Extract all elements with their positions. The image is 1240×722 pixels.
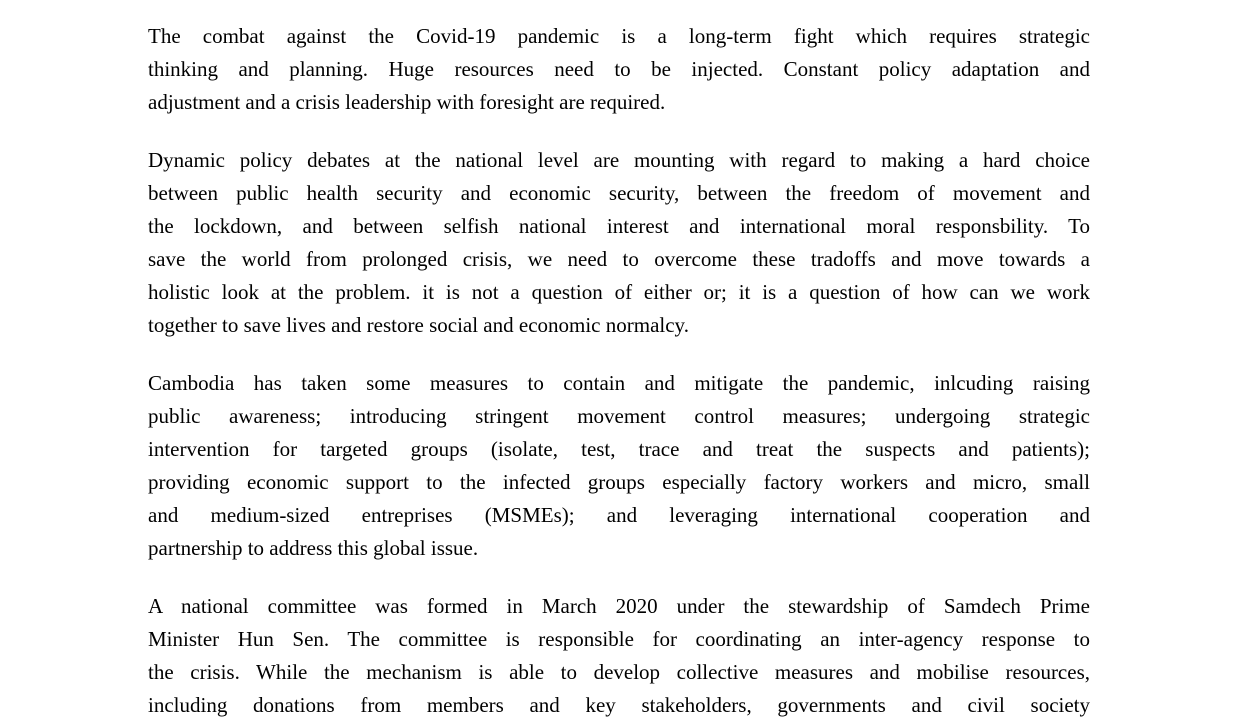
paragraph-covid-combat <box>148 20 1090 119</box>
text-line: thinking and planning. Huge resources need to be injected. Constant policy adaptation and <box>148 57 1090 81</box>
paragraph-national-committee <box>148 590 1090 722</box>
paragraph-policy-debates <box>148 144 1090 342</box>
text-line: the crisis. While the mechanism is able to develop collective measures and mobilise resources, <box>148 660 1090 684</box>
text-line: Cambodia has taken some measures to contain and mitigate the pandemic, inlcuding raising <box>148 371 1090 395</box>
text-line: A national committee was formed in March 2020 under the stewardship of Samdech Prime <box>148 594 1090 618</box>
text-line: partnership to address this global issue. <box>148 536 479 560</box>
text-line: public awareness; introducing stringent movement control measures; undergoing strategic <box>148 404 1090 428</box>
paragraph-cambodia-measures <box>148 367 1090 565</box>
text-line: holistic look at the problem. it is not a question of either or; it is a question of how can we work <box>148 280 1090 304</box>
text-line: the lockdown, and between selfish national interest and international moral responsbility. To <box>148 214 1090 238</box>
text-line: and medium-sized entreprises (MSMEs); and leveraging international cooperation and <box>148 503 1090 527</box>
text-line: between public health security and economic security, between the freedom of movement and <box>148 181 1090 205</box>
text-line: intervention for targeted groups (isolate, test, trace and treat the suspects and patients); <box>148 437 1090 461</box>
text-line: adjustment and a crisis leadership with foresight are required. <box>148 90 666 114</box>
text-line: including donations from members and key stakeholders, governments and civil society <box>148 693 1090 717</box>
text-line: Dynamic policy debates at the national level are mounting with regard to making a hard choice <box>148 148 1090 172</box>
text-line: The combat against the Covid-19 pandemic is a long-term fight which requires strategic <box>148 24 1090 48</box>
text-line: together to save lives and restore social and economic normalcy. <box>148 313 689 337</box>
text-line: Minister Hun Sen. The committee is responsible for coordinating an inter-agency response to <box>148 627 1090 651</box>
text-line: providing economic support to the infected groups especially factory workers and micro, small <box>148 470 1090 494</box>
text-line: save the world from prolonged crisis, we need to overcome these tradoffs and move towards a <box>148 247 1090 271</box>
